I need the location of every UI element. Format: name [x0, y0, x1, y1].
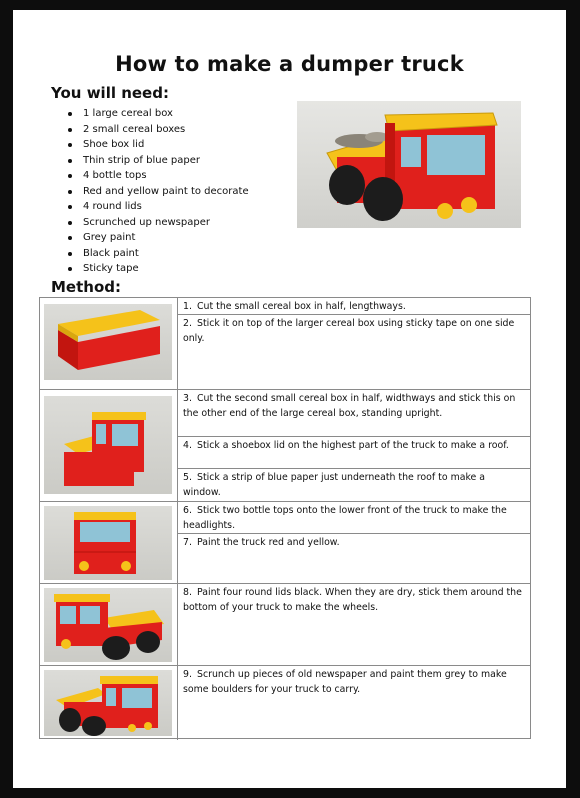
list-item: Red and yellow paint to decorate: [83, 184, 249, 200]
list-item: Sticky tape: [83, 261, 249, 277]
list-item: 4 bottle tops: [83, 168, 249, 184]
finished-truck-photo: [297, 101, 521, 228]
step-photo-cell: [40, 298, 178, 390]
step-photo: [44, 506, 172, 580]
method-step-6: [178, 502, 530, 534]
step-number: 6.: [183, 505, 192, 516]
step-text: Scrunch up pieces of old newspaper and paint them grey to make some boulders for your truck to carry.: [183, 669, 507, 695]
step-text: Stick two bottle tops onto the lower front of the truck to make the headlights.: [183, 505, 507, 531]
step-number: 9.: [183, 669, 192, 680]
step-photo-cell: [40, 666, 178, 740]
method-step-4: [178, 437, 530, 469]
step-number: 4.: [183, 440, 192, 451]
materials-heading: You will need:: [51, 84, 169, 102]
list-item: Thin strip of blue paper: [83, 153, 249, 169]
step-photo: [44, 670, 172, 736]
page-title: How to make a dumper truck: [115, 52, 464, 76]
step-photo-cell: [40, 584, 178, 666]
list-item: Scrunched up newspaper: [83, 215, 249, 231]
step-number: 5.: [183, 472, 192, 483]
step-number: 3.: [183, 393, 192, 404]
step-photo: [44, 588, 172, 662]
step-text: Stick a shoebox lid on the highest part of the truck to make a roof.: [197, 440, 509, 451]
step-photo-cell: [40, 502, 178, 584]
step-number: 7.: [183, 537, 192, 548]
step-photo-cell: [40, 390, 178, 502]
instruction-sheet: [13, 10, 566, 788]
method-step-3: [178, 390, 530, 437]
step-photo: [44, 396, 172, 494]
materials-list: [67, 106, 249, 277]
list-item: Black paint: [83, 246, 249, 262]
method-table: [39, 297, 531, 739]
step-text: Paint the truck red and yellow.: [197, 537, 340, 548]
method-step-9: [178, 666, 530, 740]
list-item: Shoe box lid: [83, 137, 249, 153]
step-text: Paint four round lids black. When they are dry, stick them around the bottom of your truck to make the wheels.: [183, 587, 522, 613]
step-text: Stick a strip of blue paper just underneath the roof to make a window.: [183, 472, 486, 498]
upright-box-photo: [44, 396, 172, 494]
method-step-7: [178, 534, 530, 584]
step-number: 1.: [183, 301, 192, 312]
painted-truck-photo: [44, 588, 172, 662]
dumper-truck-illustration: [297, 101, 521, 228]
cereal-box-photo: [44, 304, 172, 380]
method-step-2: [178, 315, 530, 390]
step-text: Cut the second small cereal box in half, widthways and stick this on the other end of the large cereal box, standing upright.: [183, 393, 516, 419]
method-heading: Method:: [51, 278, 121, 296]
list-item: 2 small cereal boxes: [83, 122, 249, 138]
method-step-5: [178, 469, 530, 502]
method-step-8: [178, 584, 530, 666]
step-text: Stick it on top of the larger cereal box using sticky tape on one side only.: [183, 318, 515, 344]
list-item: Grey paint: [83, 230, 249, 246]
step-number: 8.: [183, 587, 192, 598]
list-item: 4 round lids: [83, 199, 249, 215]
list-item: 1 large cereal box: [83, 106, 249, 122]
method-step-1: [178, 298, 530, 315]
step-photo: [44, 304, 172, 380]
finished-truck-photo: [44, 670, 172, 736]
step-text: Cut the small cereal box in half, lengthways.: [197, 301, 406, 312]
step-number: 2.: [183, 318, 192, 329]
front-view-photo: [44, 506, 172, 580]
